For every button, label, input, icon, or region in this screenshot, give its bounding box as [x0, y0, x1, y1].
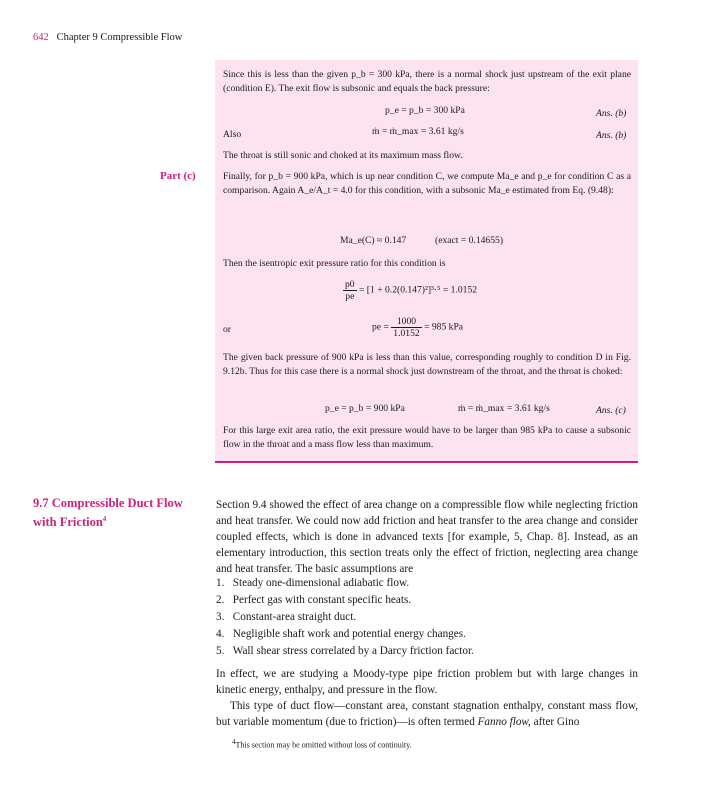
- equation-pe-900: p_e = p_b = 900 kPa: [325, 403, 405, 414]
- then-text: Then the isentropic exit pressure ratio for this condition is: [223, 258, 446, 269]
- list-item: 2. Perfect gas with constant specific heats.: [216, 594, 412, 606]
- fanno-flow-term: Fanno flow,: [477, 716, 531, 728]
- pressure-ratio-equation: [343, 279, 477, 302]
- answer-label-b2: Ans. (b): [596, 130, 627, 141]
- mach-estimate: Ma_e(C) ≈ 0.147: [340, 235, 407, 246]
- equation-mdot: ṁ = ṁ_max = 3.61 kg/s: [372, 126, 464, 137]
- exit-pressure-equation: pe = $\frac{1000}{1.0152}$ = 985 kPa: [372, 316, 464, 339]
- list-item: 3. Constant-area straight duct.: [216, 611, 357, 623]
- mach-exact: (exact = 0.14655): [435, 235, 504, 246]
- equation-pe-pb: p_e = p_b = 300 kPa: [385, 105, 465, 116]
- section-paragraph-2: In effect, we are studying a Moody-type pipe friction problem but with large changes in kinetic energy, enthalpy, and pressure in the flow.: [216, 668, 638, 696]
- box-intro-text: Since this is less than the given p_b = 300 kPa, there is a normal shock just upstream of the exit plane (condition E). The exit flow is subsonic and equals the back pressure:: [223, 69, 631, 94]
- answer-label-c: Ans. (c): [596, 405, 626, 416]
- example-box-rule: [215, 461, 638, 463]
- list-item: 5. Wall shear stress correlated by a Darcy friction factor.: [216, 645, 474, 657]
- exit-pressure-fraction: $\frac{1000}{1.0152}$: [393, 316, 420, 339]
- final-box-text: For this large exit area ratio, the exit pressure would have to be larger than 985 kPa to cause a subsonic flow in the throat and a mass flow less than maximum.: [223, 425, 631, 450]
- footnote: $^4$This section may be omitted without loss of continuity.: [232, 738, 412, 750]
- equation-mdot-c: ṁ = ṁ_max = 3.61 kg/s: [458, 403, 550, 414]
- also-label: Also: [223, 129, 242, 140]
- pressure-ratio-fraction: $\frac{p0}{pe}$: [345, 279, 355, 302]
- or-label: or: [223, 324, 231, 335]
- list-item: 1. Steady one-dimensional adiabatic flow.: [216, 577, 410, 589]
- part-c-label: Part (c): [160, 170, 196, 182]
- answer-label-b1: Ans. (b): [596, 108, 627, 119]
- footnote-marker: 4: [102, 515, 107, 523]
- part-c-text: Finally, for p_b = 900 kPa, which is up near condition C, we compute Ma_e and p_e for condition C as a comparison. Again A_e/A_t = 4.0 for this condition, with a subsonic Ma_e estimated from Eq. (9.48):: [223, 171, 631, 196]
- given-back-pressure-text: The given back pressure of 900 kPa is less than this value, corresponding roughly to condition D in Fig. 9.12b. Thus for this case there is a normal shock just downstream of the throat, and the throat is choked:: [223, 352, 631, 377]
- throat-choked-text: The throat is still sonic and choked at its maximum mass flow.: [223, 150, 463, 161]
- list-item: 4. Negligible shaft work and potential energy changes.: [216, 628, 466, 640]
- section-paragraph-1: Section 9.4 showed the effect of area change on a compressible flow while neglecting friction and heat transfer. We could now add friction and heat transfer to the area change and consider coupled effects, which is done in advanced texts [for example, 5, Chap. 8]. Instead, as an elementary introduction, this section treats only the effect of friction, neglecting area change and heat transfer. The basic assumptions are: [216, 499, 638, 575]
- page-number: 642: [33, 32, 49, 43]
- running-title: Chapter 9 Compressible Flow: [56, 32, 183, 43]
- section-heading: 9.7 Compressible Duct Flow with Friction$^4$: [33, 496, 183, 530]
- section-paragraph-3: This type of duct flow—constant area, constant stagnation enthalpy, constant mass flow, but variable momentum (due to friction)—is often termed Fanno flow, after Gino: [216, 700, 638, 728]
- pressure-ratio-rhs: = [1 + 0.2(0.147)²]³·⁵ = 1.0152: [359, 284, 478, 296]
- running-header: [33, 32, 182, 43]
